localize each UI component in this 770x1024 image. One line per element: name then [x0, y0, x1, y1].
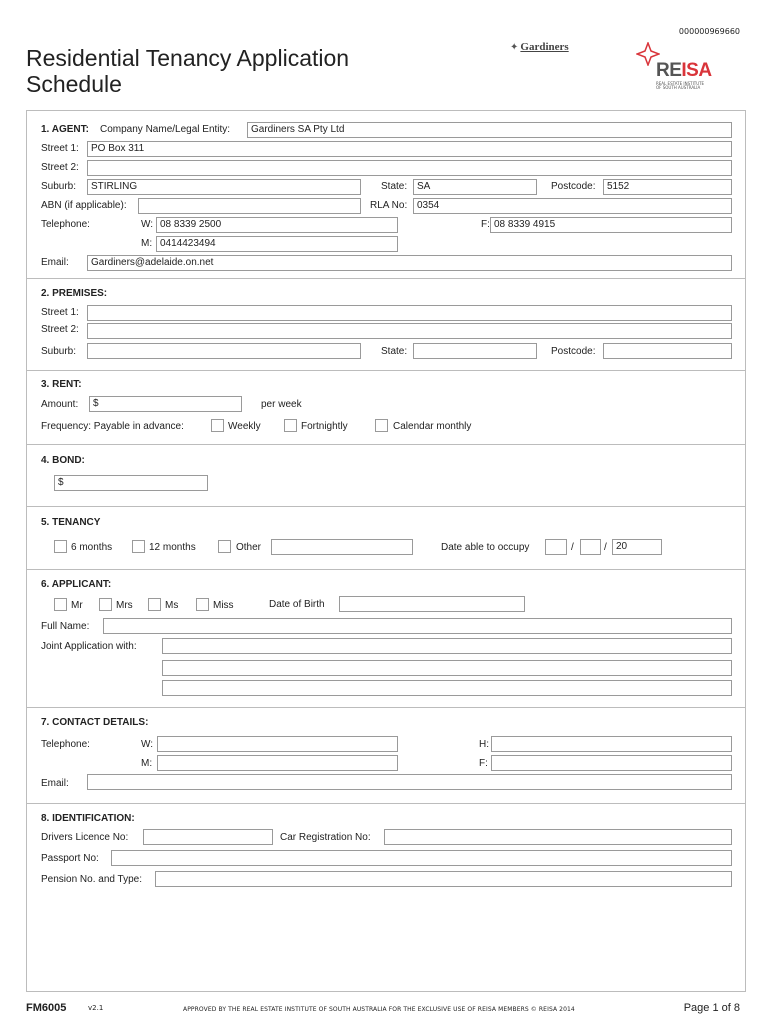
rent-amount-label: Amount:: [41, 399, 79, 410]
contact-email-field[interactable]: [87, 774, 732, 790]
contact-h-label: H:: [479, 739, 489, 750]
reisa-logo-subtitle: [656, 82, 704, 90]
pension-label: Pension No. and Type:: [41, 874, 142, 885]
section-divider: [27, 803, 745, 804]
page-title-line1: Residential Tenancy Application: [26, 45, 350, 71]
tenancy-12-months-label: 12 months: [149, 542, 196, 553]
premises-postcode-label: Postcode:: [551, 346, 596, 357]
page-title-line2: Schedule: [26, 71, 122, 97]
agent-street1-field[interactable]: PO Box 311: [87, 141, 732, 157]
form-code: FM6005: [26, 1002, 67, 1014]
tenancy-day-field[interactable]: [545, 539, 567, 555]
reisa-logo-sub2: OF SOUTH AUSTRALIA: [656, 85, 701, 90]
page-title: [26, 45, 349, 97]
licence-field[interactable]: [143, 829, 273, 845]
contact-fax-field[interactable]: [491, 755, 732, 771]
document-number: 000000969660: [678, 27, 740, 36]
premises-suburb-field[interactable]: [87, 343, 361, 359]
agent-postcode-field[interactable]: 5152: [603, 179, 732, 195]
passport-label: Passport No:: [41, 853, 99, 864]
tenancy-other-field[interactable]: [271, 539, 413, 555]
agent-m-label: M:: [141, 238, 153, 249]
agent-email-field[interactable]: Gardiners@adelaide.on.net: [87, 255, 732, 271]
agent-state-label: State:: [381, 181, 408, 192]
dob-field[interactable]: [339, 596, 525, 612]
tenancy-date-label: Date able to occupy: [441, 542, 530, 553]
identification-heading: 8. IDENTIFICATION:: [41, 813, 135, 824]
title-miss-checkbox[interactable]: [196, 598, 209, 611]
agent-company-field[interactable]: Gardiners SA Pty Ltd: [247, 122, 732, 138]
section-divider: [27, 569, 745, 570]
bird-icon: ✦: [510, 41, 519, 53]
agent-telephone-label: Telephone:: [41, 219, 90, 230]
contact-home-phone-field[interactable]: [491, 736, 732, 752]
reisa-logo-text: [656, 60, 712, 82]
tenancy-12-months-checkbox[interactable]: [132, 540, 145, 553]
contact-w-label: W:: [141, 739, 154, 750]
form-version: v2.1: [88, 1004, 104, 1012]
agent-heading: 1. AGENT:: [41, 124, 89, 135]
date-slash: /: [571, 542, 574, 553]
contact-f-label: F:: [479, 758, 488, 769]
premises-postcode-field[interactable]: [603, 343, 732, 359]
reisa-logo-isa: ISA: [681, 60, 712, 81]
licence-label: Drivers Licence No:: [41, 832, 129, 843]
agent-postcode-label: Postcode:: [551, 181, 596, 192]
fullname-field[interactable]: [103, 618, 732, 634]
agent-state-field[interactable]: SA: [413, 179, 537, 195]
agent-logo: [510, 40, 580, 54]
agent-w-label: W:: [141, 219, 154, 230]
title-ms-label: Ms: [165, 600, 179, 611]
contact-email-label: Email:: [41, 778, 69, 789]
premises-street1-field[interactable]: [87, 305, 732, 321]
reisa-logo-re: RE: [656, 60, 682, 81]
page-indicator: Page 1 of 8: [683, 1002, 740, 1014]
contact-m-label: M:: [141, 758, 153, 769]
agent-work-phone-field[interactable]: 08 8339 2500: [156, 217, 398, 233]
agent-company-label: Company Name/Legal Entity:: [100, 124, 231, 135]
agent-mobile-field[interactable]: 0414423494: [156, 236, 398, 252]
pension-field[interactable]: [155, 871, 732, 887]
agent-abn-field[interactable]: [138, 198, 361, 214]
rent-monthly-checkbox[interactable]: [375, 419, 388, 432]
rent-monthly-label: Calendar monthly: [393, 421, 472, 432]
title-mrs-checkbox[interactable]: [99, 598, 112, 611]
section-divider: [27, 370, 745, 371]
premises-street2-field[interactable]: [87, 323, 732, 339]
premises-heading: 2. PREMISES:: [41, 288, 108, 299]
section-divider: [27, 444, 745, 445]
contact-heading: 7. CONTACT DETAILS:: [41, 717, 149, 728]
premises-state-field[interactable]: [413, 343, 537, 359]
rent-frequency-label: Frequency: Payable in advance:: [41, 421, 184, 432]
premises-suburb-label: Suburb:: [41, 346, 77, 357]
agent-logo-text: Gardiners: [520, 41, 569, 53]
premises-state-label: State:: [381, 346, 408, 357]
joint-application-field-3[interactable]: [162, 680, 732, 696]
tenancy-month-field[interactable]: [580, 539, 601, 555]
rent-fortnightly-label: Fortnightly: [301, 421, 348, 432]
dob-label: Date of Birth: [269, 599, 325, 610]
contact-telephone-label: Telephone:: [41, 739, 90, 750]
rent-weekly-checkbox[interactable]: [211, 419, 224, 432]
premises-street1-label: Street 1:: [41, 307, 79, 318]
title-mr-checkbox[interactable]: [54, 598, 67, 611]
fullname-label: Full Name:: [41, 621, 90, 632]
agent-street1-label: Street 1:: [41, 143, 79, 154]
title-mr-label: Mr: [71, 600, 83, 611]
joint-application-field-2[interactable]: [162, 660, 732, 676]
section-divider: [27, 506, 745, 507]
tenancy-other-checkbox[interactable]: [218, 540, 231, 553]
tenancy-6-months-checkbox[interactable]: [54, 540, 67, 553]
agent-rla-label: RLA No:: [370, 200, 408, 211]
date-slash: /: [604, 542, 607, 553]
rent-amount-field[interactable]: $: [89, 396, 242, 412]
agent-fax-field[interactable]: 08 8339 4915: [490, 217, 732, 233]
rent-heading: 3. RENT:: [41, 379, 82, 390]
rent-weekly-label: Weekly: [228, 421, 261, 432]
application-form: [26, 110, 746, 992]
approval-note: APPROVED BY THE REAL ESTATE INSTITUTE OF SOUTH AUSTRALIA FOR THE EXCLUSIVE USE OF REISA MEMBERS © REISA 2014: [183, 1006, 575, 1013]
agent-street2-field[interactable]: [87, 160, 732, 176]
joint-application-field-1[interactable]: [162, 638, 732, 654]
agent-street2-label: Street 2:: [41, 162, 79, 173]
contact-work-phone-field[interactable]: [157, 736, 398, 752]
title-ms-checkbox[interactable]: [148, 598, 161, 611]
agent-suburb-field[interactable]: STIRLING: [87, 179, 361, 195]
section-divider: [27, 707, 745, 708]
agent-suburb-label: Suburb:: [41, 181, 77, 192]
premises-street2-label: Street 2:: [41, 324, 79, 335]
title-miss-label: Miss: [213, 600, 234, 611]
tenancy-year-field[interactable]: 20: [612, 539, 662, 555]
section-divider: [27, 278, 745, 279]
title-mrs-label: Mrs: [116, 600, 133, 611]
tenancy-heading: 5. TENANCY: [41, 517, 101, 528]
joint-application-label: Joint Application with:: [41, 641, 137, 652]
agent-abn-label: ABN (if applicable):: [41, 200, 127, 211]
car-registration-label: Car Registration No:: [280, 832, 371, 843]
agent-f-label: F:: [481, 219, 490, 230]
tenancy-other-label: Other: [236, 542, 262, 553]
bond-amount-field[interactable]: $: [54, 475, 208, 491]
agent-email-label: Email:: [41, 257, 69, 268]
car-registration-field[interactable]: [384, 829, 732, 845]
applicant-heading: 6. APPLICANT:: [41, 579, 112, 590]
tenancy-6-months-label: 6 months: [71, 542, 113, 553]
rent-fortnightly-checkbox[interactable]: [284, 419, 297, 432]
agent-rla-field[interactable]: 0354: [413, 198, 732, 214]
reisa-logo: [632, 42, 727, 92]
bond-heading: 4. BOND:: [41, 455, 85, 466]
contact-mobile-field[interactable]: [157, 755, 398, 771]
rent-per-week-label: per week: [261, 399, 302, 410]
reisa-logo-sub1: REAL ESTATE INSTITUTE: [656, 81, 705, 86]
passport-field[interactable]: [111, 850, 732, 866]
